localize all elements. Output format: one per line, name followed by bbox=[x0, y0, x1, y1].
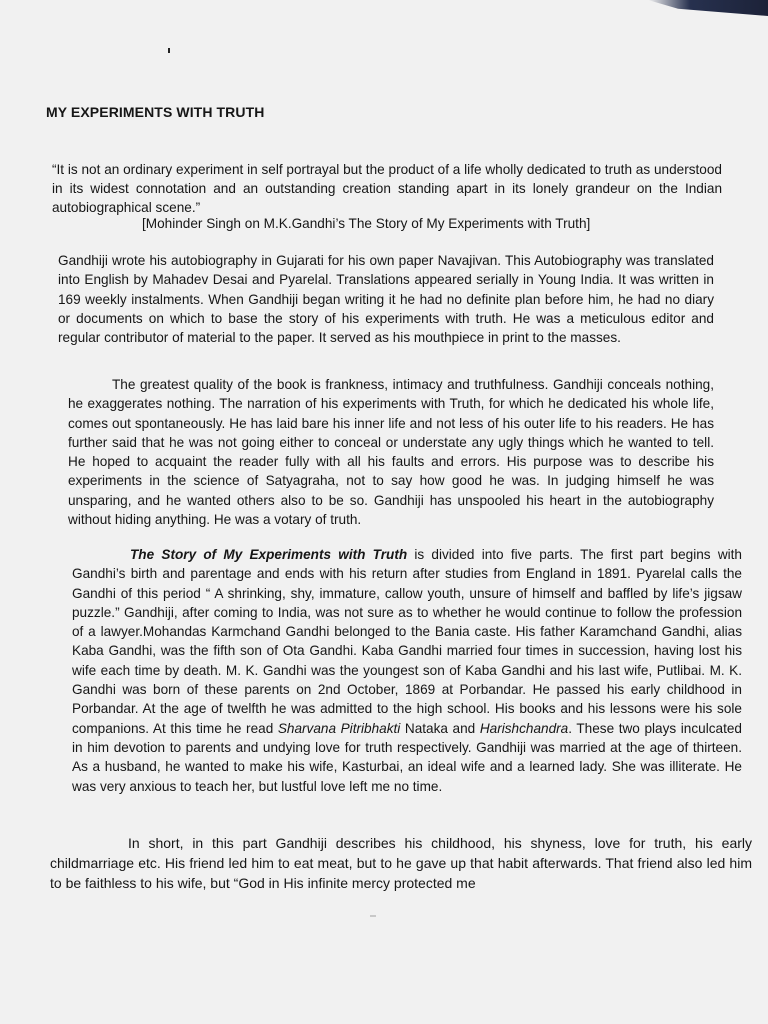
play-title-2: Harishchandra bbox=[479, 720, 569, 736]
scan-speck-lower bbox=[370, 915, 376, 917]
scan-speck bbox=[168, 48, 170, 53]
epigraph-quote: “It is not an ordinary experiment in self portrayal but the product of a life wholly dedicated to truth as understood in its widest connotation and an outstanding creation standing apart in its lonely grandeur on the Indian autobiographical scene.” bbox=[52, 162, 722, 215]
paragraph-4-text: In short, in this part Gandhiji describes his childhood, his shyness, love for truth, his early childmarriage etc. His friend led him to eat meat, but to he gave up that habit afterwards. That friend also led him to be faithless to his wife, but “God in His infinite mercy protected me bbox=[50, 835, 752, 891]
paragraph-4 bbox=[50, 833, 752, 893]
paragraph-1: Gandhiji wrote his autobiography in Gujarati for his own paper Navajivan. This Autobiography was translated into English by Mahadev Desai and Pyarelal. Translations appeared serially in Young India. It was written in 169 weekly instalments. When Gandhiji began writing it he had no definite plan before him, he had no diary or documents on which to base the story of his experiments with truth. He was a meticulous editor and regular contributor of material to the paper. It served as his mouthpiece in print to the masses. bbox=[58, 253, 714, 346]
book-title-emphasis: The Story of My Experiments with Truth bbox=[130, 547, 408, 562]
paragraph-3-text-b: Nataka and bbox=[400, 720, 480, 736]
page-title: MY EXPERIMENTS WITH TRUTH bbox=[46, 104, 265, 120]
paragraph-2-text: The greatest quality of the book is frankness, intimacy and truthfulness. Gandhiji conceals nothing, he exaggerates nothing. The narration of his experiments with Truth, for which he dedicated his whole life, comes out spontaneously. He has laid bare his inner life and not less of his outer life to his readers. He has further said that he was not going either to conceal or understate any ugly things which he wanted to tell. He hoped to acquaint the reader fully with all his faults and errors. His purpose was to describe his experiments in the science of Satyagraha, not to say how good he was. In judging himself he was unsparing, and he wanted others also to be so. Gandhiji has unspooled his heart in the autobiography without hiding anything. He was a votary of truth. bbox=[68, 377, 714, 528]
paragraph-3-text-a: is divided into five parts. The first part begins with Gandhi’s birth and parentage and ends with his return after studies from England in 1891. Pyarelal calls the Gandhi of this period “ A shrinking, shy, immature, callow youth, unsure of himself and baffled by life’s jigsaw puzzle.” Gandhiji, after coming to India, was not sure as to whether he would continue to follow the profession of a lawyer.Mohandas Karmchand Gandhi belonged to the Bania caste. His father Karamchand Gandhi, alias Kaba Gandhi, was the fifth son of Ota Gandhi. Kaba Gandhi married four times in succession, having lost his wife each time by death. M. K. Gandhi was the youngest son of Kaba Gandhi and his last wife, Putlibai. M. K. Gandhi was born of these parents on 2nd October, 1869 at Porbandar. He passed his early childhood in Porbandar. At the age of twelfth he was admitted to the high school. His books and his lessons were his sole companions. At this time he read bbox=[72, 547, 742, 736]
scan-edge-shadow bbox=[648, 0, 768, 16]
paragraph-2 bbox=[68, 375, 714, 529]
play-title-1: Sharvana Pitribhakti bbox=[277, 720, 401, 736]
paragraph-3-text-c: . These two plays inculcated in him devotion to parents and undying love for truth respectively. Gandhiji was married at the age of thirteen. As a husband, he wanted to make his wife, Kasturbai, an ideal wife and a learned lady. She was illiterate. He was very anxious to teach her, but lustful love left me no time. bbox=[72, 720, 742, 794]
epigraph-attribution: [Mohinder Singh on M.K.Gandhi’s The Story of My Experiments with Truth] bbox=[142, 216, 591, 231]
paragraph-3 bbox=[72, 545, 742, 796]
